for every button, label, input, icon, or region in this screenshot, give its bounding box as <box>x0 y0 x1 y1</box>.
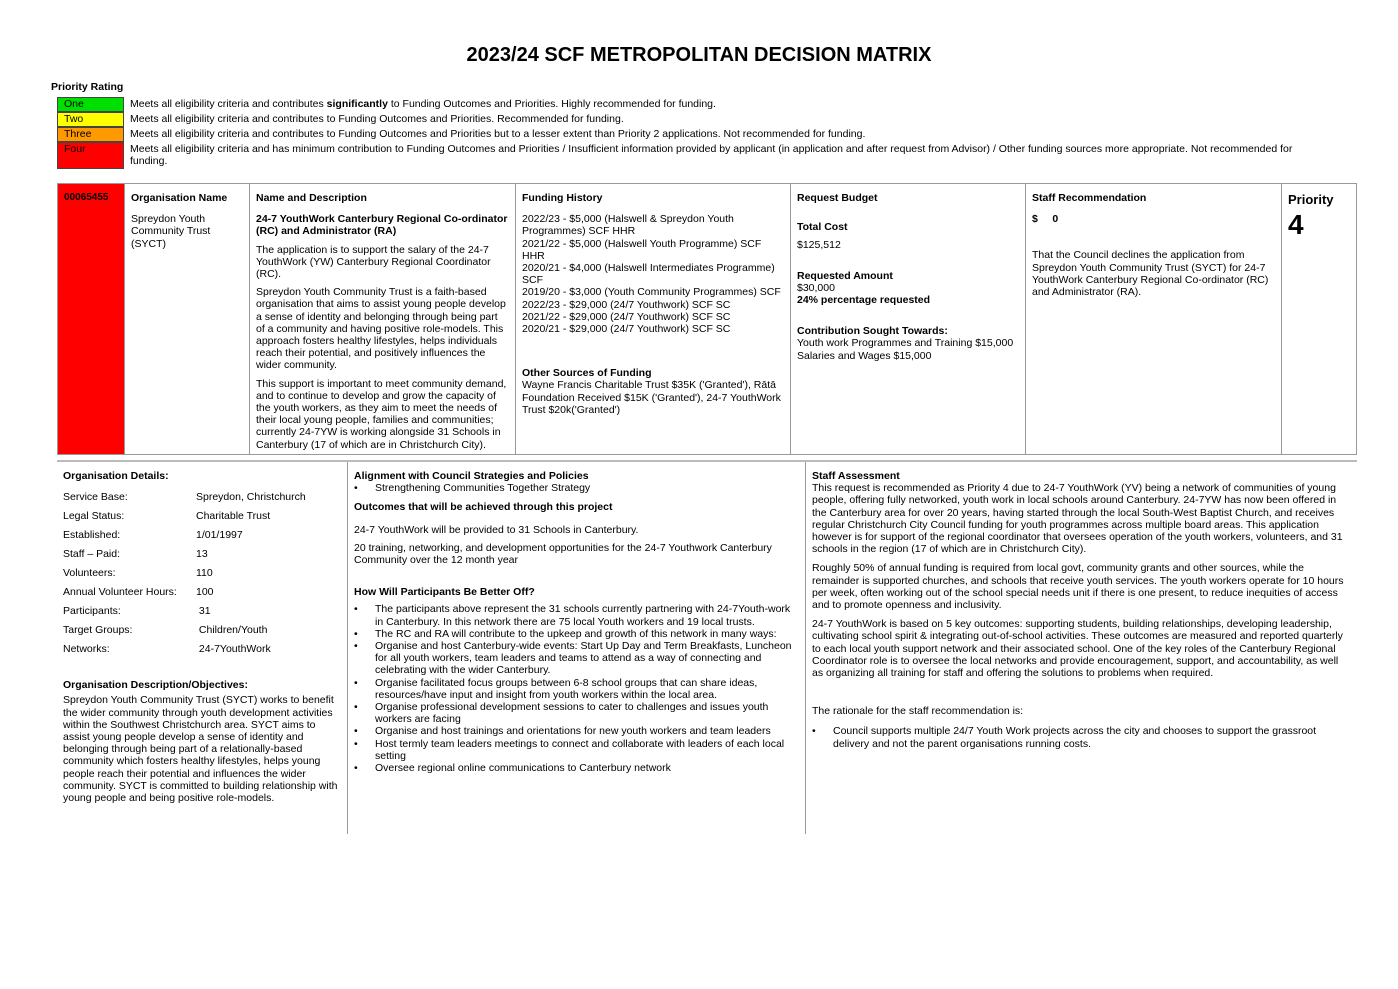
contribution-label: Contribution Sought Towards: <box>797 325 948 338</box>
better-off-item: • Organise professional development sessions to cater to challenges and issues youth workers are facing <box>354 701 799 725</box>
other-sources: Wayne Francis Charitable Trust $35K ('Granted'), Rātā Foundation Received $15K ('Granted'), 24-7 YouthWork Trust $20k('Granted') <box>522 379 781 416</box>
priority-legend-row <box>57 97 716 112</box>
staff-recommendation-text: That the Council declines the application from Spreydon Youth Community Trust (SYCT) for 24-7 YouthWork Canterbury Regional Co-ordinator (RC) and Administrator (RA). <box>1032 249 1269 299</box>
funding-history-item: 2021/22 - $5,000 (Halswell Youth Programme) SCF HHR <box>522 237 762 262</box>
better-off-item: • The RC and RA will contribute to the upkeep and growth of this network in many ways: <box>354 628 799 640</box>
application-id: 00065455 <box>64 192 109 203</box>
priority-legend-row <box>57 142 1293 169</box>
org-detail-row: Service Base: Spreydon, Christchurch <box>63 491 306 504</box>
org-detail-row: Legal Status: Charitable Trust <box>63 510 271 523</box>
priority-swatch-one: One <box>57 97 124 112</box>
percentage-requested: 24% percentage requested <box>797 294 931 307</box>
org-detail-row: Target Groups: Children/Youth <box>63 624 268 637</box>
priority-desc-two: Meets all eligibility criteria and contributes to Funding Outcomes and Priorities. Recommended for funding. <box>130 113 624 125</box>
requested-amount-label: Requested Amount <box>797 269 893 282</box>
assessment-paragraph: This request is recommended as Priority 4 due to 24-7 YouthWork (YV) being a network of communities of young people, offering fully networked, youth work in local schools around Canterbury. 24-7YW has now been offered in the Canterbury area for over 20 years, having started through the local South-West Baptist Church, and receives regular Christchurch City Council funding for youth programmes across multiple board areas. This application however is for support of the regional coordinator that oversees operation of the youth workers, volunteers, and 31 schools in the region (17 of which are in Christchurch City). <box>812 482 1343 556</box>
org-description-header: Organisation Description/Objectives: <box>63 679 248 692</box>
requested-amount-value: $30,000 <box>797 281 835 294</box>
total-cost-label: Total Cost <box>797 221 848 234</box>
page-title: 2023/24 SCF METROPOLITAN DECISION MATRIX <box>466 44 932 66</box>
staff-recommendation-header: Staff Recommendation <box>1032 192 1147 204</box>
org-details-header: Organisation Details: <box>63 470 169 482</box>
better-off-item: • Host termly team leaders meetings to connect and collaborate with leaders of each local setting <box>354 738 799 762</box>
org-name: Spreydon Youth Community Trust (SYCT) <box>131 213 211 250</box>
priority-color-cell <box>58 184 125 454</box>
application-summary-table <box>57 183 1357 455</box>
priority-desc-four: Meets all eligibility criteria and has minimum contribution to Funding Outcomes and Priorities / Insufficient information provided by applicant (in application and after request from Advisor) / Other funding sources more appropriate. Not recommended for funding. <box>130 143 1293 168</box>
funding-history-item: 2021/22 - $29,000 (24/7 Youthwork) SCF SC <box>522 310 731 323</box>
better-off-item: • Organise and host trainings and orientations for new youth workers and team leaders <box>354 725 799 737</box>
better-off-header: How Will Participants Be Better Off? <box>354 586 535 599</box>
staff-recommendation-cell <box>1026 184 1282 454</box>
other-sources-header: Other Sources of Funding <box>522 367 652 380</box>
funding-history-item: 2022/23 - $5,000 (Halswell & Spreydon Youth Programmes) SCF HHR <box>522 213 734 238</box>
better-off-item: • The participants above represent the 31 schools currently partnering with 24-7Youth-work in Canterbury. In this network there are 75 local Youth workers and 19 local trusts. <box>354 603 799 627</box>
outcome-item: 24-7 YouthWork will be provided to 31 Schools in Canterbury. <box>354 523 639 536</box>
org-detail-row: Volunteers: 110 <box>63 567 213 580</box>
org-details-column <box>57 462 348 834</box>
priority-legend-row <box>57 127 866 142</box>
rationale-list <box>812 725 1351 749</box>
staff-recommendation-amount: $ 0 <box>1032 213 1059 226</box>
outcomes-header: Outcomes that will be achieved through this project <box>354 501 613 514</box>
strategy-list <box>354 482 799 494</box>
funding-history-item: 2022/23 - $29,000 (24/7 Youthwork) SCF SC <box>522 298 731 311</box>
description-paragraph: Spreydon Youth Community Trust is a faith-based organisation that aims to assist young people develop a sense of identity and belonging through being part of a community and having positive role-models. This approach fosters healthy lifestyles, helps individuals reach their potential, and positively influences the wider community. <box>256 286 506 372</box>
priority-rating-label: Priority Rating <box>51 81 124 93</box>
funding-history-item: 2020/21 - $4,000 (Halswell Intermediates Programme) SCF <box>522 262 775 287</box>
assessment-paragraph: Roughly 50% of annual funding is required from local govt, community grants and other sources, while the remainder is supported churches, and schools that receive youth services. The youth workers operate for 10 hours per week, often working out of the school special needs unit if there is one present, to reduce inequities of access and to promote openness and inclusivity. <box>812 562 1344 612</box>
priority-header: Priority <box>1288 192 1334 207</box>
assessment-paragraph: 24-7 YouthWork is based on 5 key outcomes: supporting students, building relationships, developing leadership, cultivating school spirit & integrating out-of-school activities. These outcomes are measured and reported quarterly to each local youth support network and their associated school. One of the key roles of the Canterbury Regional Coordinator role is to oversee the local networks and provide encouragement, support, and accountability, as well as organizing all training for staff and offering the solutions to problems when required. <box>812 618 1343 680</box>
contribution-item: Youth work Programmes and Training $15,000 <box>797 337 1014 350</box>
priority-swatch-two: Two <box>57 112 124 127</box>
request-budget-header: Request Budget <box>797 192 878 204</box>
better-off-item: • Oversee regional online communications to Canterbury network <box>354 762 799 774</box>
name-description-cell <box>250 184 516 454</box>
better-off-item: • Organise and host Canterbury-wide events: Start Up Day and Term Breakfasts, Luncheon for all youth workers, team leaders and teams to attend as a way of connecting and celebrating with the wider Canterbury. <box>354 640 799 677</box>
description-paragraph: This support is important to meet community demand, and to continue to develop and grow the capacity of the youth workers, as they aim to meet the needs of their local young people, families and communities; currently 24-7YW is working alongside 31 Schools in Canterbury (17 of which are in Christchurch City). <box>256 377 507 451</box>
priority-legend-row <box>57 112 624 127</box>
org-name-header: Organisation Name <box>131 192 228 204</box>
outcome-item: 20 training, networking, and development opportunities for the 24-7 Youthwork Canterbury Community over the 12 month year <box>354 541 772 567</box>
priority-swatch-four: Four <box>57 142 124 169</box>
contribution-item: Salaries and Wages $15,000 <box>797 349 932 362</box>
better-off-list <box>354 603 799 774</box>
rationale-item: • Council supports multiple 24/7 Youth Work projects across the city and chooses to support the grassroot delivery and not the parent organisations running costs. <box>812 725 1351 749</box>
staff-assessment-column <box>806 462 1357 834</box>
funding-history-item: 2019/20 - $3,000 (Youth Community Programmes) SCF <box>522 286 781 299</box>
org-detail-row: Staff – Paid: 13 <box>63 548 208 561</box>
alignment-header: Alignment with Council Strategies and Policies <box>354 470 589 482</box>
org-detail-row: Networks: 24-7YouthWork <box>63 643 271 656</box>
description-paragraph: The application is to support the salary of the 24-7 YouthWork (YW) Canterbury Regional Coordinator (RC). <box>256 243 491 281</box>
project-title: 24-7 YouthWork Canterbury Regional Co-ordinator (RC) and Administrator (RA) <box>256 213 508 238</box>
name-description-header: Name and Description <box>256 192 367 204</box>
strategy-item: • Strengthening Communities Together Strategy <box>354 482 799 494</box>
funding-history-item: 2020/21 - $29,000 (24/7 Youthwork) SCF SC <box>522 323 731 336</box>
staff-assessment-header: Staff Assessment <box>812 470 900 482</box>
priority-cell <box>1282 184 1356 454</box>
priority-value: 4 <box>1288 209 1304 240</box>
priority-swatch-three: Three <box>57 127 124 142</box>
better-off-item: • Organise facilitated focus groups between 6-8 school groups that can share ideas, resources/have input and insight from youth workers within the local area. <box>354 677 799 701</box>
org-detail-row: Established: 1/01/1997 <box>63 529 243 542</box>
funding-history-cell <box>516 184 791 454</box>
alignment-column <box>348 462 806 834</box>
funding-history-header: Funding History <box>522 192 603 204</box>
rationale-intro: The rationale for the staff recommendation is: <box>812 705 1024 718</box>
request-budget-cell <box>791 184 1026 454</box>
org-name-cell <box>125 184 250 454</box>
org-detail-row: Annual Volunteer Hours: 100 <box>63 586 214 599</box>
priority-desc-one: Meets all eligibility criteria and contributes significantly to Funding Outcomes and Priorities. Highly recommended for funding. <box>130 98 716 110</box>
org-detail-row: Participants: 31 <box>63 605 211 618</box>
total-cost-value: $125,512 <box>797 239 841 252</box>
priority-desc-three: Meets all eligibility criteria and contributes to Funding Outcomes and Priorities but to a lesser extent than Priority 2 applications. Not recommended for funding. <box>130 128 866 140</box>
org-description: Spreydon Youth Community Trust (SYCT) works to benefit the wider community through youth development activities within the Southwest Christchurch area. SYCT aims to assist young people develop a sense of identity and belonging through being part of a relationally-based community which fosters healthy lifestyles, helps young people reach their potential and influences the wider community. SYCT is committed to building relationship with young people and being positive role-models. <box>63 694 338 805</box>
